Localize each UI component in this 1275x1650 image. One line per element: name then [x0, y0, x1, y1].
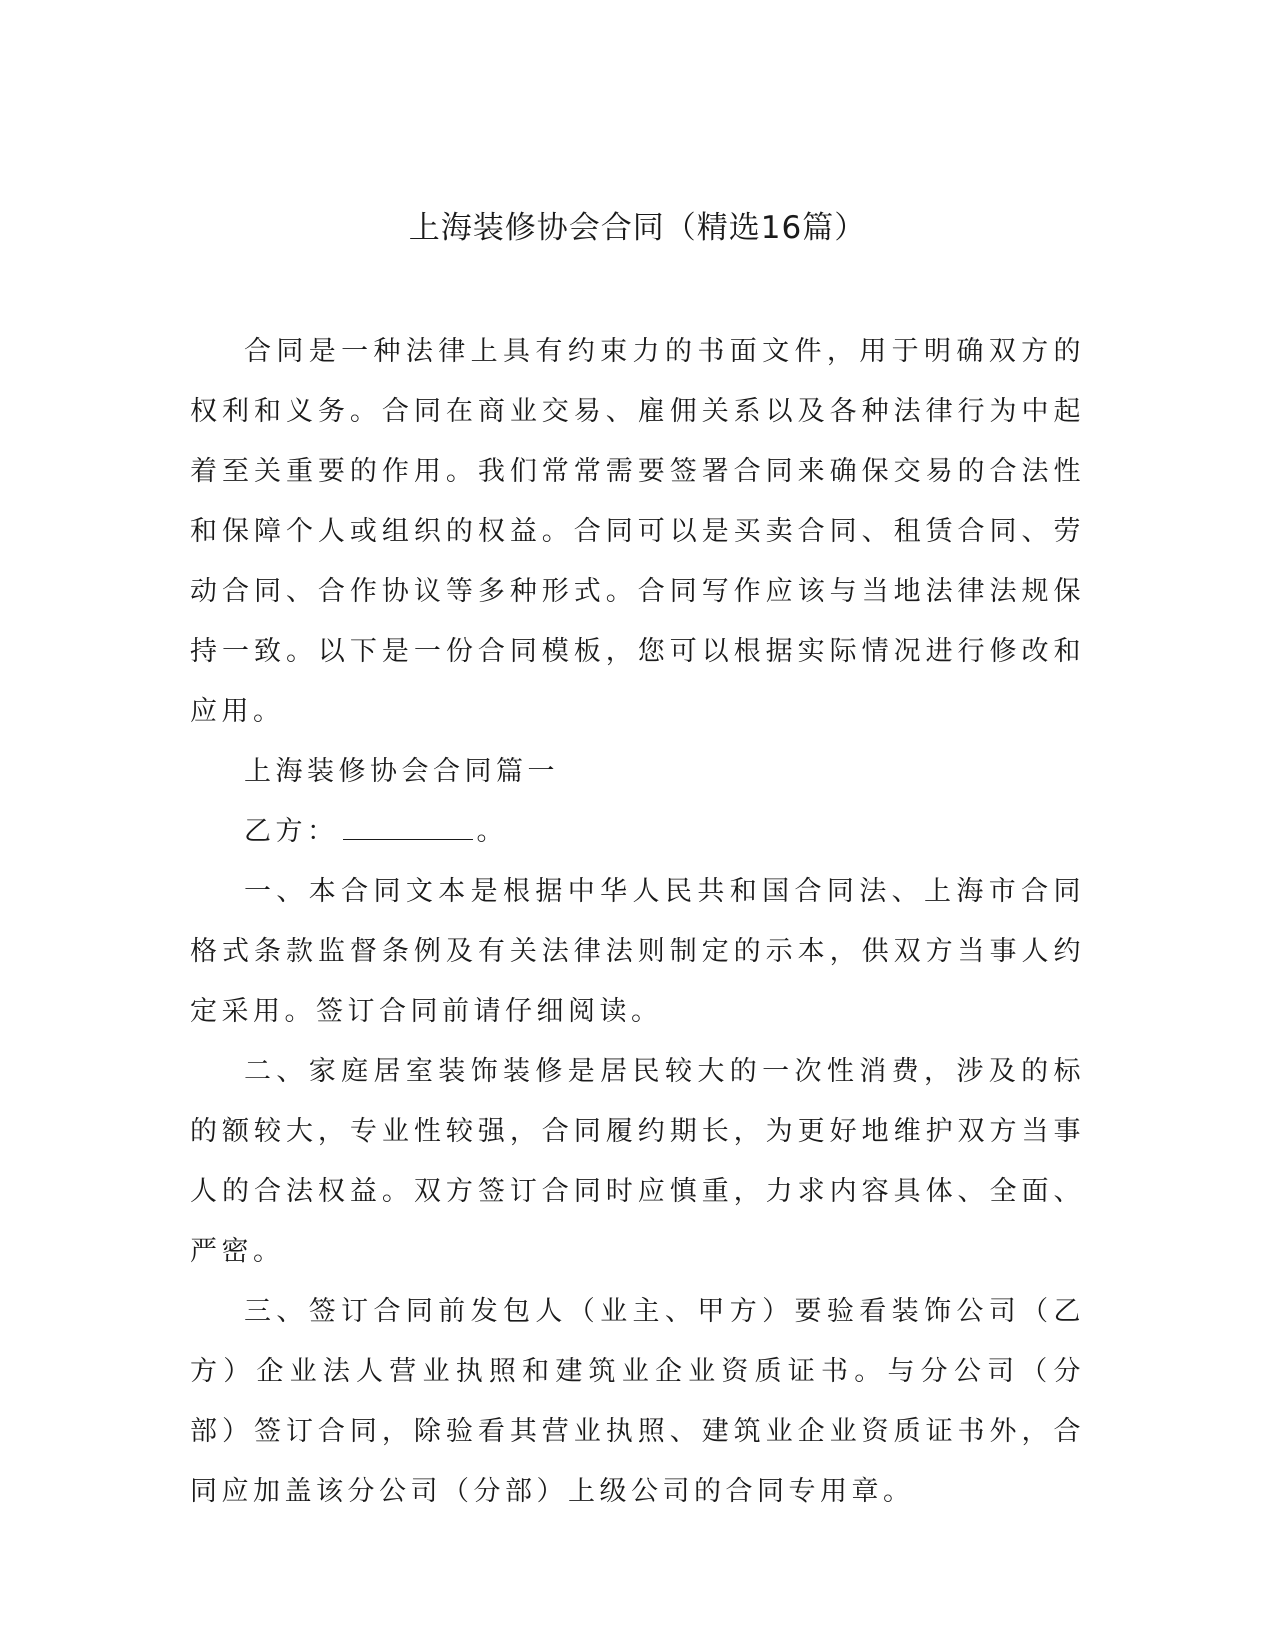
intro-paragraph: 合同是一种法律上具有约束力的书面文件，用于明确双方的权利和义务。合同在商业交易、雇佣关系以及各种法律行为中起着至关重要的作用。我们常常需要签署合同来确保交易的合法性和保障个人或组织的权益。合同可以是买卖合同、租赁合同、劳动合同、合作协议等多种形式。合同写作应该与当地法律法规保持一致。以下是一份合同模板，您可以根据实际情况进行修改和应用。	[190, 336, 1085, 727]
section-heading: 上海装修协会合同篇一	[244, 756, 559, 787]
party-b-line	[190, 802, 1085, 862]
clause-2: 二、家庭居室装饰装修是居民较大的一次性消费，涉及的标的额较大，专业性较强，合同履约期长，为更好地维护双方当事人的合法权益。双方签订合同时应慎重，力求内容具体、全面、严密。	[190, 1056, 1085, 1267]
document-body	[190, 322, 1085, 1522]
party-b-blank	[343, 807, 473, 840]
clause-1: 一、本合同文本是根据中华人民共和国合同法、上海市合同格式条款监督条例及有关法律法则制定的示本，供双方当事人约定采用。签订合同前请仔细阅读。	[190, 876, 1085, 1027]
party-b-suffix: 。	[476, 816, 508, 847]
party-b-label: 乙方：	[244, 816, 339, 847]
clause-3: 三、签订合同前发包人（业主、甲方）要验看装饰公司（乙方）企业法人营业执照和建筑业企业资质证书。与分公司（分部）签订合同，除验看其营业执照、建筑业企业资质证书外，合同应加盖该分公司（分部）上级公司的合同专用章。	[190, 1296, 1085, 1507]
document-title: 上海装修协会合同（精选16篇）	[408, 210, 867, 246]
